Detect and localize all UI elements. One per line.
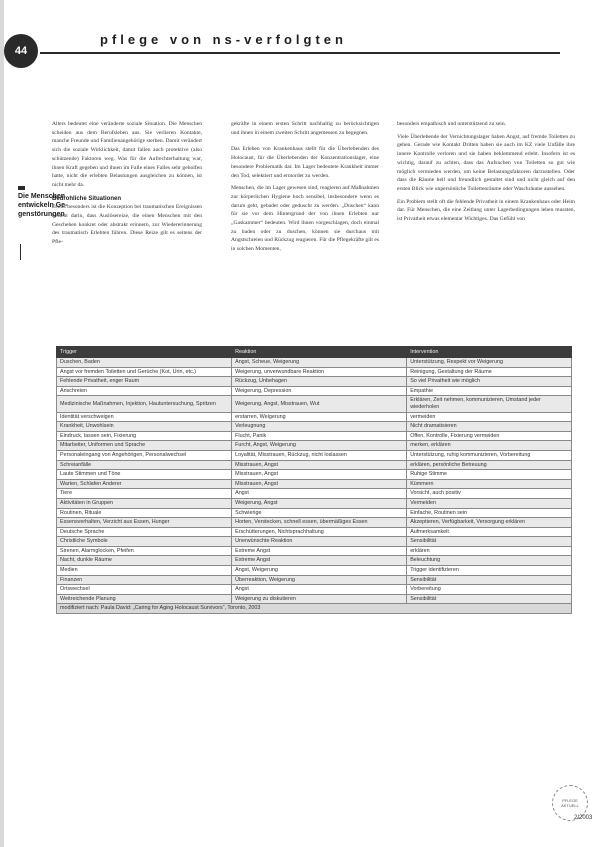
reaction-cell: Misstrauen, Angst — [232, 470, 407, 480]
trigger-cell: Anschreien — [57, 386, 232, 396]
intervention-cell: Empathie — [407, 386, 572, 396]
column-header-reaction: Reaktion — [232, 347, 407, 358]
table-row — [57, 566, 572, 576]
table-header-row — [57, 347, 572, 358]
scan-edge — [0, 0, 4, 847]
intervention-cell: Offen, Kontrolle, Fixierung vermeiden — [407, 431, 572, 441]
trigger-cell: Duschen, Baden — [57, 358, 232, 368]
table-row — [57, 537, 572, 547]
intervention-cell: Sensibilität — [407, 575, 572, 585]
trigger-cell: Angst vor fremden Toiletten und Gerüche (Kot, Urin, etc.) — [57, 367, 232, 377]
table-row — [57, 546, 572, 556]
intervention-cell: Reinigung, Gestaltung der Räume — [407, 367, 572, 377]
intervention-cell: Vorbereitung — [407, 585, 572, 595]
reaction-cell: Angst — [232, 489, 407, 499]
trigger-cell: Laute Stimmen und Töne — [57, 470, 232, 480]
reaction-cell: Misstrauen, Angst — [232, 479, 407, 489]
table-source-row — [57, 604, 572, 614]
intervention-cell: erklären, persönliche Betreuung — [407, 460, 572, 470]
column-header-trigger: Trigger — [57, 347, 232, 358]
reaction-cell: Überreaktion, Weigerung — [232, 575, 407, 585]
trigger-cell: Warten, Schlafen Anderer — [57, 479, 232, 489]
table-row — [57, 412, 572, 422]
subheading: Bedrohliche Situationen — [52, 195, 122, 202]
running-header: pflege von ns-verfolgten — [100, 32, 347, 47]
intervention-cell: Vermeiden — [407, 498, 572, 508]
table-row — [57, 377, 572, 387]
trigger-cell: Nacht, dunkle Räume — [57, 556, 232, 566]
intervention-cell: Akzeptieren, Verfügbarkeit, Versorgung erklären — [407, 518, 572, 528]
intervention-cell: Aufmerksamkeit — [407, 527, 572, 537]
intervention-cell: Kümmern — [407, 479, 572, 489]
magazine-stamp: PFLEGE AKTUELL — [552, 785, 588, 821]
reaction-cell: Weigerung, Depression — [232, 386, 407, 396]
trigger-cell: Medien — [57, 566, 232, 576]
intervention-cell: Trigger identifizieren — [407, 566, 572, 576]
reaction-cell: Schwierige — [232, 508, 407, 518]
trigger-cell: Finanzen — [57, 575, 232, 585]
intervention-cell: Sensibilität — [407, 537, 572, 547]
trigger-table — [56, 346, 572, 614]
paragraph: Das Erleben von Krankenhaus stellt für die Überlebenden des Holocaust, für die Überlebenden der Konzentrationslager, eine besondere Problematik dar. Im Lager bedeutete Krankheit immer den Tod, selektiert und ermordet zu werden. — [231, 146, 379, 179]
trigger-cell: Routinen, Rituale — [57, 508, 232, 518]
reaction-cell: Weigerung zu diskutieren — [232, 594, 407, 604]
table-row — [57, 422, 572, 432]
table-row — [57, 358, 572, 368]
table-row — [57, 450, 572, 460]
paragraph: Alters bedeutet eine veränderte soziale Situation. Die Menschen scheiden aus dem Berufsleben aus. Sie verlieren Kontakte, manche Freunde und Familienangehörige sterben. Damit verändert sich die soziale Wirklichkeit, damit fallen auch protektive (also schützende) Faktoren weg. Was für die Aufrechterhaltung war, ihnen Kraft gegeben und ihnen im Falle eines Falles sehr geholfen hatte, nicht die erlebten Belastungen ausgleichen zu können, ist nicht mehr da. — [52, 121, 202, 188]
intervention-cell: vermeiden — [407, 412, 572, 422]
reaction-cell: Misstrauen, Angst — [232, 460, 407, 470]
intervention-cell: Unterstützung, ruhig kommunizieren, Vorbereitung — [407, 450, 572, 460]
reaction-cell: Verleugnung — [232, 422, 407, 432]
header-rule — [40, 52, 560, 54]
table-body — [57, 358, 572, 614]
text-column-3 — [397, 120, 575, 224]
table-row — [57, 498, 572, 508]
table-row — [57, 367, 572, 377]
reaction-cell: Erschütterungen, Nichtsprachhaltung — [232, 527, 407, 537]
reaction-cell: Furcht, Angst, Weigerung — [232, 441, 407, 451]
intervention-cell: Vorsicht, auch positiv — [407, 489, 572, 499]
table-row — [57, 518, 572, 528]
table-row — [57, 575, 572, 585]
intervention-cell: Einfache, Routinen sein — [407, 508, 572, 518]
reaction-cell: Angst, Scheue, Weigerung — [232, 358, 407, 368]
table-row — [57, 396, 572, 412]
trigger-cell: Mitarbeiter, Uniformen und Sprache — [57, 441, 232, 451]
reaction-cell: Weigerung, Angst — [232, 498, 407, 508]
reaction-cell: Extreme Angst — [232, 546, 407, 556]
paragraph: Ein Problem stellt oft die fehlende Privatheit in einem Krankenhaus oder Heim dar. Für Menschen, die eine Zeitlang unter Lagerbedingungen leben mussten, ist Privatheit etwas elementar Wichtiges. Das Gefühl von — [397, 198, 575, 223]
table-row — [57, 594, 572, 604]
trigger-cell: Krankheit, Unwohlsein — [57, 422, 232, 432]
intervention-cell: merken, erklären — [407, 441, 572, 451]
column-header-intervention: Intervention — [407, 347, 572, 358]
table-row — [57, 441, 572, 451]
table-row — [57, 585, 572, 595]
issue-number: 2/2003 — [574, 815, 593, 821]
pull-quote-bar — [18, 186, 25, 190]
text-column-2 — [231, 120, 379, 254]
table-row — [57, 386, 572, 396]
pull-quote: Die Menschen entwickeln Ge-genstörungen — [18, 193, 68, 218]
intervention-cell: So viel Privatheit wie möglich — [407, 377, 572, 387]
reaction-cell: Extreme Angst — [232, 556, 407, 566]
reaction-cell: Loyalität, Misstrauen, Rückzug, nicht loslassen — [232, 450, 407, 460]
table-row — [57, 489, 572, 499]
reaction-cell: Weigerung, unverwundbare Reaktion — [232, 367, 407, 377]
table-row — [57, 460, 572, 470]
reaction-cell: Unerwünschte Reaktion — [232, 537, 407, 547]
intervention-cell: Nicht dramatisieren — [407, 422, 572, 432]
intervention-cell: Unterstützung, Respekt vor Weigerung — [407, 358, 572, 368]
trigger-cell: Eindruck, lassen sein, Fixierung — [57, 431, 232, 441]
intervention-cell: Beleuchtung — [407, 556, 572, 566]
table-row — [57, 527, 572, 537]
paragraph: Menschen, die im Lager gewesen sind, reagieren auf Maßnahmen zur körperlichen Hygiene hoch sensibel, insbesondere wenn es darum geht, gebadet oder geduscht zu werden. „Duschen“ kann für sie vor dem Hintergrund der von ihnen Erlebten nur „Gaskammer“ bedeuten. Wird ihnen vorgeschlagen, doch einmal zu baden oder zu duschen, können sie durchaus mit Angstschreien und Rückzug reagieren. Für die Pflegekräfte gilt es in solchen Momenten, — [231, 185, 379, 253]
trigger-cell: Personaleingang von Angehörigen, Personalwechsel — [57, 450, 232, 460]
trigger-cell: Ortswechsel — [57, 585, 232, 595]
table-row — [57, 479, 572, 489]
trigger-cell: Weitreichende Planung — [57, 594, 232, 604]
text-column-1 — [52, 120, 202, 247]
reaction-cell: erstarren, Weigerung — [232, 412, 407, 422]
reaction-cell: Rückzug, Unbehagen — [232, 377, 407, 387]
paragraph: besonders empathisch und unterstützend zu sein. — [397, 121, 507, 127]
paragraph: Viele Überlebende der Vernichtungslager haben Angst, auf fremde Toiletten zu gehen. Gerade wie Kontakt Dritten haben sie auch im KZ viele Unfälle ihre innere Kontrolle verloren und sie haben beklemmend erlebt. Insofern ist es wichtig, darauf zu achten, dass das Aufsuchen von Toiletten so gut wie möglich vermieden werden, um keine Belastungsfaktoren darzustellen. Oder dass die Räume hell und freundlich gestaltet sind und nicht gleich auf den ersten Blick wie unpersönliche Toilettenräume oder Waschräume aussehen. — [397, 133, 575, 192]
table-row — [57, 556, 572, 566]
intervention-cell: Ruhige Stimme — [407, 470, 572, 480]
trigger-cell: Tiere — [57, 489, 232, 499]
trigger-cell: Medizinische Maßnahmen, Injektion, Hautuntersuchung, Spritzen — [57, 396, 232, 412]
reaction-cell: Flucht, Panik — [232, 431, 407, 441]
trigger-cell: Sirenen, Alarmglocken, Pfeifen — [57, 546, 232, 556]
reaction-cell: Angst — [232, 585, 407, 595]
table-row — [57, 431, 572, 441]
trigger-cell: Schreianfälle — [57, 460, 232, 470]
reaction-cell: Weigerung, Angst, Misstrauen, Wut — [232, 396, 407, 412]
table-source-note: modifiziert nach: Paula David: „Caring for Aging Holocaust Survivors“, Toronto, 2003 — [57, 604, 572, 614]
trigger-cell: Aktivitäten in Gruppen — [57, 498, 232, 508]
page-number: 44 — [4, 34, 38, 68]
intervention-cell: Erklären, Zeit nehmen, kommunizieren, Umstand jeder wiederholen — [407, 396, 572, 412]
intervention-cell: Sensibilität — [407, 594, 572, 604]
intervention-cell: erklären — [407, 546, 572, 556]
trigger-cell: Deutsche Sprache — [57, 527, 232, 537]
trigger-cell: Identität verschweigen — [57, 412, 232, 422]
reaction-cell: Angst, Weigerung — [232, 566, 407, 576]
reaction-cell: Horten, Verstecken, schnell essen, übermäßiges Essen — [232, 518, 407, 528]
trigger-cell: Fehlende Privatheit, enger Raum — [57, 377, 232, 387]
trigger-cell: Christliche Symbole — [57, 537, 232, 547]
paragraph: Etwas besonders ist die Konzeption bei traumatischen Ereignissen besteht darin, dass Auslösereize, die einen Menschen mit den Geschehen konkret oder abstrakt erinnern, zur Wiedererinnerung des traumatisch Erlebten führen. Diese Reize gilt es seitens der Pfle- — [52, 204, 202, 246]
paragraph: gekräfte in einem ersten Schritt nachhaltig zu berücksichtigen und ihnen in einem zweiten Schritt angemessen zu begegnen. — [231, 121, 379, 136]
table-row — [57, 508, 572, 518]
pull-quote-tick — [20, 244, 21, 260]
trigger-cell: Essensverhalten, Verzicht aus Essen, Hunger — [57, 518, 232, 528]
table-row — [57, 470, 572, 480]
